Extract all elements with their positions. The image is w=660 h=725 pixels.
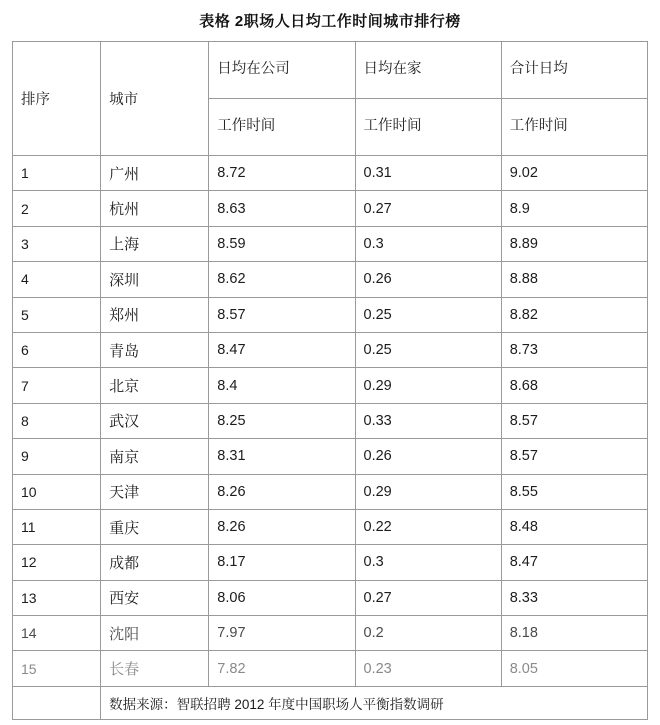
cell-rank: 10 [13,474,101,509]
cell-home-hours: 0.2 [355,616,501,651]
cell-total-hours: 8.57 [501,439,647,474]
header-company-bottom: 工作时间 [209,99,355,156]
source-note: 数据来源：智联招聘 2012 年度中国职场人平衡指数调研 [101,686,648,719]
table-row [13,616,648,651]
cell-rank: 12 [13,545,101,580]
cell-company-hours: 8.59 [209,226,355,261]
cell-rank: 3 [13,226,101,261]
cell-rank: 4 [13,262,101,297]
cell-company-hours: 8.47 [209,332,355,367]
table-row [13,297,648,332]
cell-total-hours: 8.57 [501,403,647,438]
cell-city: 天津 [101,474,209,509]
table-row [13,191,648,226]
cell-city: 成都 [101,545,209,580]
cell-total-hours: 8.9 [501,191,647,226]
cell-city: 上海 [101,226,209,261]
cell-total-hours: 8.68 [501,368,647,403]
table-source-row [13,686,648,719]
table-row [13,474,648,509]
cell-rank: 8 [13,403,101,438]
cell-home-hours: 0.25 [355,332,501,367]
header-city: 城市 [101,42,209,156]
header-total-top: 合计日均 [501,42,647,99]
cell-home-hours: 0.31 [355,156,501,191]
table-row [13,156,648,191]
cell-total-hours: 8.89 [501,226,647,261]
table-header [13,42,648,156]
cell-home-hours: 0.25 [355,297,501,332]
cell-total-hours: 8.33 [501,580,647,615]
cell-company-hours: 7.97 [209,616,355,651]
cell-home-hours: 0.3 [355,226,501,261]
cell-company-hours: 8.25 [209,403,355,438]
header-row [13,42,648,99]
cell-home-hours: 0.26 [355,262,501,297]
cell-company-hours: 8.72 [209,156,355,191]
cell-company-hours: 8.62 [209,262,355,297]
cell-company-hours: 8.57 [209,297,355,332]
table-row [13,651,648,686]
cell-company-hours: 8.17 [209,545,355,580]
source-blank-cell [13,686,101,719]
cell-rank: 6 [13,332,101,367]
cell-rank: 9 [13,439,101,474]
cell-company-hours: 8.26 [209,509,355,544]
header-home-top: 日均在家 [355,42,501,99]
cell-rank: 7 [13,368,101,403]
table-row [13,439,648,474]
cell-total-hours: 8.48 [501,509,647,544]
table-row [13,262,648,297]
cell-city: 南京 [101,439,209,474]
header-total-bottom: 工作时间 [501,99,647,156]
cell-home-hours: 0.29 [355,368,501,403]
cell-city: 长春 [101,651,209,686]
header-rank: 排序 [13,42,101,156]
cell-city: 北京 [101,368,209,403]
cell-city: 广州 [101,156,209,191]
table-row [13,509,648,544]
table-body [13,156,648,720]
cell-home-hours: 0.27 [355,580,501,615]
cell-city: 郑州 [101,297,209,332]
cell-city: 重庆 [101,509,209,544]
cell-city: 青岛 [101,332,209,367]
cell-rank: 5 [13,297,101,332]
cell-home-hours: 0.29 [355,474,501,509]
cell-total-hours: 8.55 [501,474,647,509]
cell-home-hours: 0.23 [355,651,501,686]
cell-total-hours: 8.88 [501,262,647,297]
page-title: 表格 2职场人日均工作时间城市排行榜 [199,13,461,30]
cell-city: 武汉 [101,403,209,438]
table-row [13,332,648,367]
header-home-bottom: 工作时间 [355,99,501,156]
header-company-top: 日均在公司 [209,42,355,99]
cell-home-hours: 0.33 [355,403,501,438]
cell-rank: 15 [13,651,101,686]
cell-city: 杭州 [101,191,209,226]
cell-rank: 2 [13,191,101,226]
cell-home-hours: 0.27 [355,191,501,226]
cell-home-hours: 0.26 [355,439,501,474]
cell-total-hours: 8.05 [501,651,647,686]
cell-rank: 13 [13,580,101,615]
cell-city: 深圳 [101,262,209,297]
cell-total-hours: 8.47 [501,545,647,580]
cell-city: 西安 [101,580,209,615]
cell-company-hours: 8.06 [209,580,355,615]
cell-company-hours: 8.31 [209,439,355,474]
cell-home-hours: 0.22 [355,509,501,544]
cell-total-hours: 8.18 [501,616,647,651]
cell-company-hours: 8.4 [209,368,355,403]
cell-company-hours: 8.63 [209,191,355,226]
cell-rank: 11 [13,509,101,544]
table-row [13,368,648,403]
ranking-table [12,41,648,720]
cell-company-hours: 8.26 [209,474,355,509]
cell-total-hours: 8.73 [501,332,647,367]
cell-city: 沈阳 [101,616,209,651]
table-row [13,545,648,580]
table-row [13,403,648,438]
table-row [13,226,648,261]
table-row [13,580,648,615]
cell-rank: 14 [13,616,101,651]
cell-company-hours: 7.82 [209,651,355,686]
cell-total-hours: 8.82 [501,297,647,332]
cell-total-hours: 9.02 [501,156,647,191]
cell-home-hours: 0.3 [355,545,501,580]
cell-rank: 1 [13,156,101,191]
